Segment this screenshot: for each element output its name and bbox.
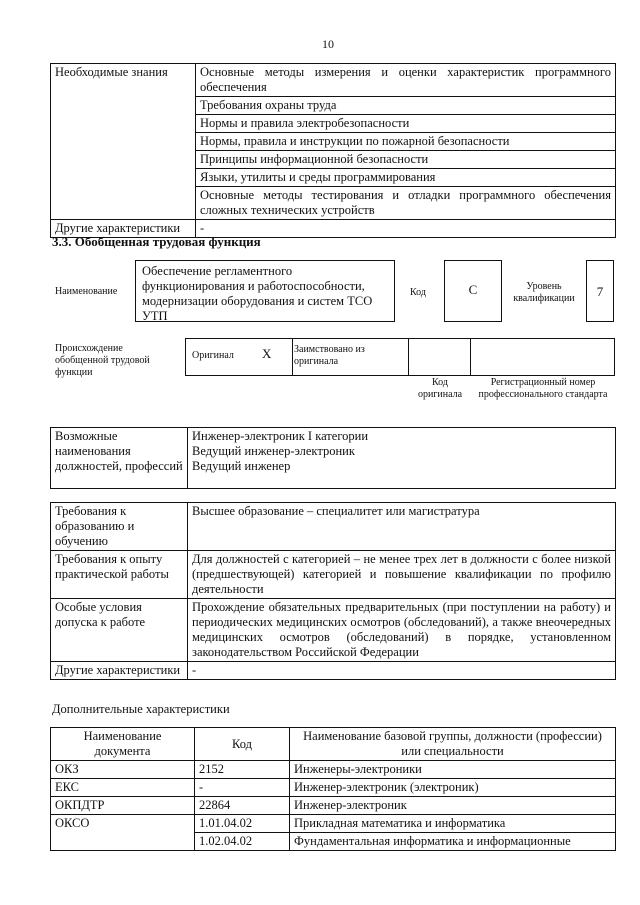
level-value: 7 (596, 284, 604, 299)
original-label: Оригинал (192, 350, 234, 361)
reg-caption: Регистрационный номер профессионального стандарта (478, 377, 608, 400)
function-name-text: Обеспечение регламентного функционирования и работоспособности, модернизации оборудования и систем ТСО УТП (142, 264, 373, 323)
level-label: Уровень квалификации (513, 281, 575, 304)
table-row (51, 503, 616, 551)
knowledge-item: Принципы информационной безопасности (196, 151, 616, 169)
table-row (51, 428, 616, 489)
knowledge-item: Нормы, правила и инструкции по пожарной безопасности (196, 133, 616, 151)
cell: Инженер-электроник (290, 797, 616, 815)
table-row (51, 551, 616, 599)
table-row (51, 662, 616, 680)
header-doc: Наименование документа (51, 728, 195, 761)
other-label: Другие характеристики (51, 220, 196, 238)
cell: ОКЗ (51, 761, 195, 779)
cell: ОКСО (51, 815, 195, 851)
code-label: Код (410, 287, 426, 298)
req-label: Особые условия допуска к работе (51, 599, 188, 662)
header-code: Код (195, 728, 290, 761)
knowledge-item: Языки, утилиты и среды программирования (196, 169, 616, 187)
req-value: Прохождение обязательных предварительных (при поступлении на работу) и периодических медицинских осмотров (обследований), а также внеочередных медицинских осмотров (обследований) в порядке, установленном законодательством Российской Федерации (188, 599, 616, 662)
req-label: Другие характеристики (51, 662, 188, 680)
origin-box (185, 338, 615, 376)
req-value: Высшее образование – специалитет или магистратура (188, 503, 616, 551)
borrowed-label: Заимствовано из оригинала (294, 344, 365, 367)
table-header (51, 728, 616, 761)
code-caption: Код оригинала (417, 377, 463, 400)
cell: Инженер-электроник (электроник) (290, 779, 616, 797)
positions-list (188, 428, 616, 489)
table-row (51, 815, 616, 833)
knowledge-item: Основные методы тестирования и отладки программного обеспечения сложных технических устройств (196, 187, 616, 220)
page-number: 10 (322, 37, 334, 51)
table-row (51, 64, 616, 97)
origin-label: Происхождение обобщенной трудовой функции (55, 343, 150, 378)
original-mark: X (262, 346, 272, 361)
table-row (51, 599, 616, 662)
req-value: Для должностей с категорией – не менее трех лет в должности с более низкой (предшествующей) категорией и повышение квалификации по профилю деятельности (188, 551, 616, 599)
requirements-table (50, 502, 616, 680)
knowledge-table (50, 63, 616, 238)
list-item: Инженер-электроник I категории (192, 429, 369, 443)
cell: ОКПДТР (51, 797, 195, 815)
header-name: Наименование базовой группы, должности (профессии) или специальности (290, 728, 616, 761)
knowledge-item: Требования охраны труда (196, 97, 616, 115)
cell: 1.01.04.02 (195, 815, 290, 833)
additional-title: Дополнительные характеристики (52, 702, 230, 716)
cell: Фундаментальная информатика и информационные (290, 833, 616, 851)
cell: ЕКС (51, 779, 195, 797)
positions-table (50, 427, 616, 489)
positions-label: Возможные наименования должностей, профессий (51, 428, 188, 489)
cell: 1.02.04.02 (195, 833, 290, 851)
other-value: - (196, 220, 616, 238)
table-row (51, 761, 616, 779)
table-row (51, 779, 616, 797)
list-item: Ведущий инженер (192, 459, 291, 473)
section-title: 3.3. Обобщенная трудовая функция (52, 234, 261, 249)
name-label: Наименование (55, 286, 118, 297)
table-row (51, 797, 616, 815)
cell: Инженеры-электроники (290, 761, 616, 779)
list-item: Ведущий инженер-электроник (192, 444, 355, 458)
knowledge-item: Основные методы измерения и оценки характеристик программного обеспечения (196, 64, 616, 97)
function-name (135, 260, 395, 322)
req-label: Требования к образованию и обучению (51, 503, 188, 551)
code-value: C (468, 282, 478, 297)
knowledge-item: Нормы и правила электробезопасности (196, 115, 616, 133)
cell: 22864 (195, 797, 290, 815)
cell: 2152 (195, 761, 290, 779)
cell: Прикладная математика и информатика (290, 815, 616, 833)
req-label: Требования к опыту практической работы (51, 551, 188, 599)
additional-table (50, 727, 616, 851)
cell: - (195, 779, 290, 797)
knowledge-label: Необходимые знания (51, 64, 196, 220)
req-value: - (188, 662, 616, 680)
